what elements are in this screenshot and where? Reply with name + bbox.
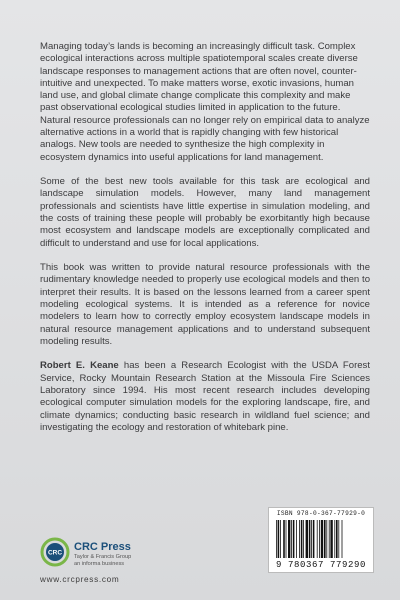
- barcode-bar: [329, 520, 330, 558]
- barcode-bar: [276, 520, 277, 558]
- barcode-bar: [291, 520, 292, 558]
- barcode-bar: [317, 520, 318, 558]
- barcode-bar: [280, 520, 281, 558]
- barcode-bar: [311, 520, 312, 558]
- barcode-bar: [303, 520, 304, 558]
- barcode-bar: [338, 520, 339, 558]
- barcode-bar: [283, 520, 285, 558]
- barcode-bar: [342, 520, 343, 558]
- blurb-text: [40, 41, 370, 446]
- isbn-barcode: [268, 507, 374, 573]
- barcode-digits: 9 780367 779290: [275, 560, 366, 570]
- author-name: Robert E. Keane: [40, 360, 119, 372]
- barcode-bar: [321, 520, 323, 558]
- barcode-bar: [286, 520, 287, 558]
- barcode-bar: [334, 520, 335, 558]
- barcode-bar: [319, 520, 320, 558]
- barcode-bar: [299, 520, 300, 558]
- barcode-bar: [324, 520, 326, 558]
- publisher-name: CRC Press: [74, 541, 131, 553]
- crc-press-logo-icon: [40, 537, 70, 567]
- blurb-paragraph-2: Some of the best new tools available for this task are ecological and landscape simulation models. However, many land management professionals and scientists have little expertise in simulation modeling, and the costs of training these people will probably be exorbitantly high because most ecosystem and landscape models are exceptionally complicated and difficult to understand and use for local applications.: [40, 176, 370, 249]
- barcode-bar: [288, 520, 290, 558]
- barcode-bar: [313, 520, 315, 558]
- author-bio: [40, 360, 370, 434]
- author-bio-text: has been a Research Ecologist with the USDA Forest Service, Rocky Mountain Research Station at the Missoula Fire Sciences Laboratory since 1994. His most recent research includes developing ecological computer simulation models for the exploring landscape, fire, and climate dynamics; conducting basic research in wildland fuel science; and investigating the ecology and restoration of whitebark pine.: [40, 360, 370, 433]
- barcode-bar: [326, 520, 327, 558]
- blurb-paragraph-3: This book was written to provide natural resource professionals with the rudimentary knowledge needed to properly use ecological models and then to interpret their results. It is based on the lessons learned from a career spent modeling ecological systems. It is intended as a reference for novice modelers to learn how to correctly employ ecosystem landscape models in natural resource management applications and to understand subsequent modeling results.: [40, 262, 370, 347]
- barcode-bar: [306, 520, 308, 558]
- barcode-bar: [278, 520, 280, 558]
- publisher-informa: an informa business: [74, 561, 125, 567]
- publisher-tagline: [74, 554, 131, 568]
- publisher-group: Taylor & Francis Group: [74, 554, 132, 560]
- barcode-bar: [330, 520, 332, 558]
- blurb-paragraph-1: Managing today’s lands is becoming an increasingly difficult task. Complex ecological interactions across multiple spatiotemporal scales create diverse landscape responses to management actions that are often novel, counter-intuitive and unexpected. To make matters worse, exotic invasions, human land use, and global climate change complicate this complexity and make past observational ecological studies limited in application to the future. Natural resource professionals can no longer rely on empirical data to analyze alternative actions in a world that is rapidly changing with few historical analogs. New tools are needed to synthesize the high complexity in ecosystem dynamics into useful applications for land management.: [40, 41, 370, 163]
- svg-text:CRC: CRC: [47, 549, 63, 557]
- barcode-bar: [309, 520, 311, 558]
- barcode-bar: [293, 520, 295, 558]
- isbn-label: ISBN 978-0-367-77929-0: [276, 510, 366, 517]
- barcode-bar: [336, 520, 338, 558]
- publisher-website-link[interactable]: www.crcpress.com: [40, 575, 120, 584]
- barcode-bar: [301, 520, 303, 558]
- barcode-bar: [296, 520, 297, 558]
- barcode-bars-icon: [275, 520, 367, 558]
